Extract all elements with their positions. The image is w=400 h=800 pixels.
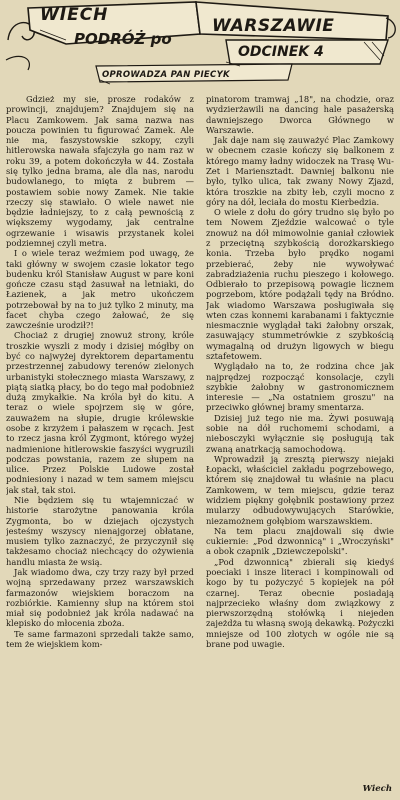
banner-word-odcinek: ODCINEK 4 xyxy=(238,44,324,60)
banner-word-podroz: PODRÓŻ po xyxy=(74,30,172,48)
paragraph: Te same farmazoni sprzedali także samo, tem że wiejskiem kom- xyxy=(6,628,194,649)
paragraph: Wyglądało na to, że rodzina chce jak najprędzej rozpocząć konsolacje, czyli szybkie żałobny w gastronomicznem interesie — „Na ostatniem groszu" na przeciwko głównej bramy smentarza. xyxy=(206,361,394,413)
article-column-right xyxy=(206,94,394,790)
header-banner xyxy=(0,0,400,90)
paragraph: „Pod dzwonnicą" zbierali się kiedyś poeciaki i insze literaci i kompinowali od kogo by tu pożyczyć 5 kopiejek na pół czarnej. Teraz obecnie posiadają najprzecieko właśny dom związkowy z pierwszorzędną stołówką i niejeden zajeżdża tu własną swoją dekawką. Pożyczki mniejsze od 100 złotych w ogóle nie są brane pod uwagie. xyxy=(206,556,394,649)
paragraph: Jak daje nam się zauważyć Plac Zamkowy w obecnem czasie kończy się balkonem z którego mamy ładny widoczek na Trasę Wu-Zet i Mariensztadt. Dawniej balkonu nie było, tylko ulica, tak zwany Nowy Zjazd, która troszkie na zbity łeb, czyli mocno z góry na dół, leciała do mostu Kierbedzia. xyxy=(206,135,394,207)
paragraph: Gdzież my sie, prosze rodaków z prowincji, znajdujem? Znajdujem się na Placu Zamkowem. Jak sama nazwa nas poucza powinien tu figurować Zamek. Ale nie ma, faszystowskie szkopy, czyli hitlerowska nawała sfajczyła go nam raz w roku 39, a potem dokończyła w 44. Została się tylko jedna brama, ale dla nas, narodu budowlanego, to mięta z bubrem — postawiem sobie nowy Zamek. Nie takie rzeczy się stawiało. O wiele nawet nie będzie ładniejszy, to z całą pewnością z większemy wygodamy, jak centralne ogrzewanie i wisawis przystanek kolei podziemnej czyli metra. xyxy=(6,94,194,248)
paragraph: pinatorom tramwaj „18", na chodzie, oraz wydzierżawili na dancing hale pasażerską dawniejszego Dworca Głównego w Warszawie. xyxy=(206,94,394,135)
banner-word-wiech: WIECH xyxy=(40,5,109,25)
article-body xyxy=(6,94,395,794)
paragraph: Nie będziem się tu wtajemniczać w historie starożytne panowania króla Zygmonta, bo w dziejach ojczystych jesteśmy wszyscy nienajgorzej obłatane, musiem tylko zaznaczyć, że przyczynił się takżesamo chociaż niechcący do ożywienia handlu miasta że wsią. xyxy=(6,494,194,567)
paragraph: Jak wiadomo dwa, czy trzy razy był przed wojną sprzedawany przez warszawskich farmazonów wiejskiem boraczom na rozbiórkie. Kamienny słup na którem stoi miał się podobnież jak króla nadawać na klepisko do młocenia zboża. xyxy=(6,566,194,629)
article-column-left xyxy=(6,94,194,790)
paragraph: Dzisiej już tego nie ma. Żywi posuwają sobie na dół ruchomemi schodami, a niebosczyki wyłącznie się posługują tak zwaną anatrkacją samochodową. xyxy=(206,412,394,454)
paragraph: Chociaż z drugiej znowuż strony, króle troszkie wyszli z mody i dzisiej mógłby on być co najwyżej dyrektorem departamentu przestrzennej zabudowy terenów zielonych urbanistyki stołecznego miasta Warszawy, z piątą siatką płacy, bo do tego mał podobnież dużą zmykałkie. Na króla był do kitu. A teraz o wiele spojrzem się w góre, zauważem na słupie, drugie królewskie osobe z krzyżem i pałaszem w ręcach. Jest to rzecz jasna król Zygmont, którego wyżej nadmienione hitlerowskie faszyści wygruzili podczas powstania, razem ze słupem na ulice. Przez Polskie Ludowe został podniesiony i nazad w tem samem miejscu jak stał, tak stoi. xyxy=(6,330,194,495)
paragraph: Wprowadził ją zresztą pierwszy niejaki Łopacki, właściciel zakładu pogrzebowego, którem się znajdował tu właśnie na placu Zamkowem, w tem miejscu, gdzie teraz widziem piękny gołębnik postawiony przez mularzy odbudowywujących Starówkie, niezamożnem gołębiom warszawskiem. xyxy=(206,453,394,526)
paragraph: O wiele z dołu do góry trudno się było po tem Nowem Zjeździe walcować o tyle znowuż na dół mimowolnie ganiał człowiek z przeciętną szybkością dorożkarskiego konia. Trzeba było prędko nogami przebierać, żeby nie wywoływać zabradziażenia ruchu pieszego i kołowego. Odbierało to przepisową powagie licznem pogrzebom, które podążali tędy na Bródno. Jak wiadomo Warszawa posługiwała się wten czas konnemi karabanami i faktycznie niesmacznie wyglądał taki żałobny orszak, zasuwający stummetrówkie z szybkością wymagalną od drużyn ligowych w biegu sztafetowem. xyxy=(206,207,394,362)
banner-word-warszawie: WARSZAWIE xyxy=(212,16,335,36)
author-signature: Wiech xyxy=(362,784,392,794)
paragraph: I o wiele teraz weźmiem pod uwagę, że taki główny w swojem czasie lokator tego budenku król Stanisław August w pare koni gończe czasu stąd żasuwał na letniaki, do Łazienek, a jak metro ukończem potrzebował by na to już tylko 2 minuty, ma facet chyba czego żałować, że się zawcześnie urodził?! xyxy=(6,248,194,331)
banner-subtitle: OPROWADZA PAN PIECYK xyxy=(102,70,230,80)
paragraph: Na tem placu znajdowali się dwie cukiernie: „Pod dzwonnicą" i „Wroczyński" a obok czapnik „Dziewczepolski". xyxy=(206,525,394,557)
